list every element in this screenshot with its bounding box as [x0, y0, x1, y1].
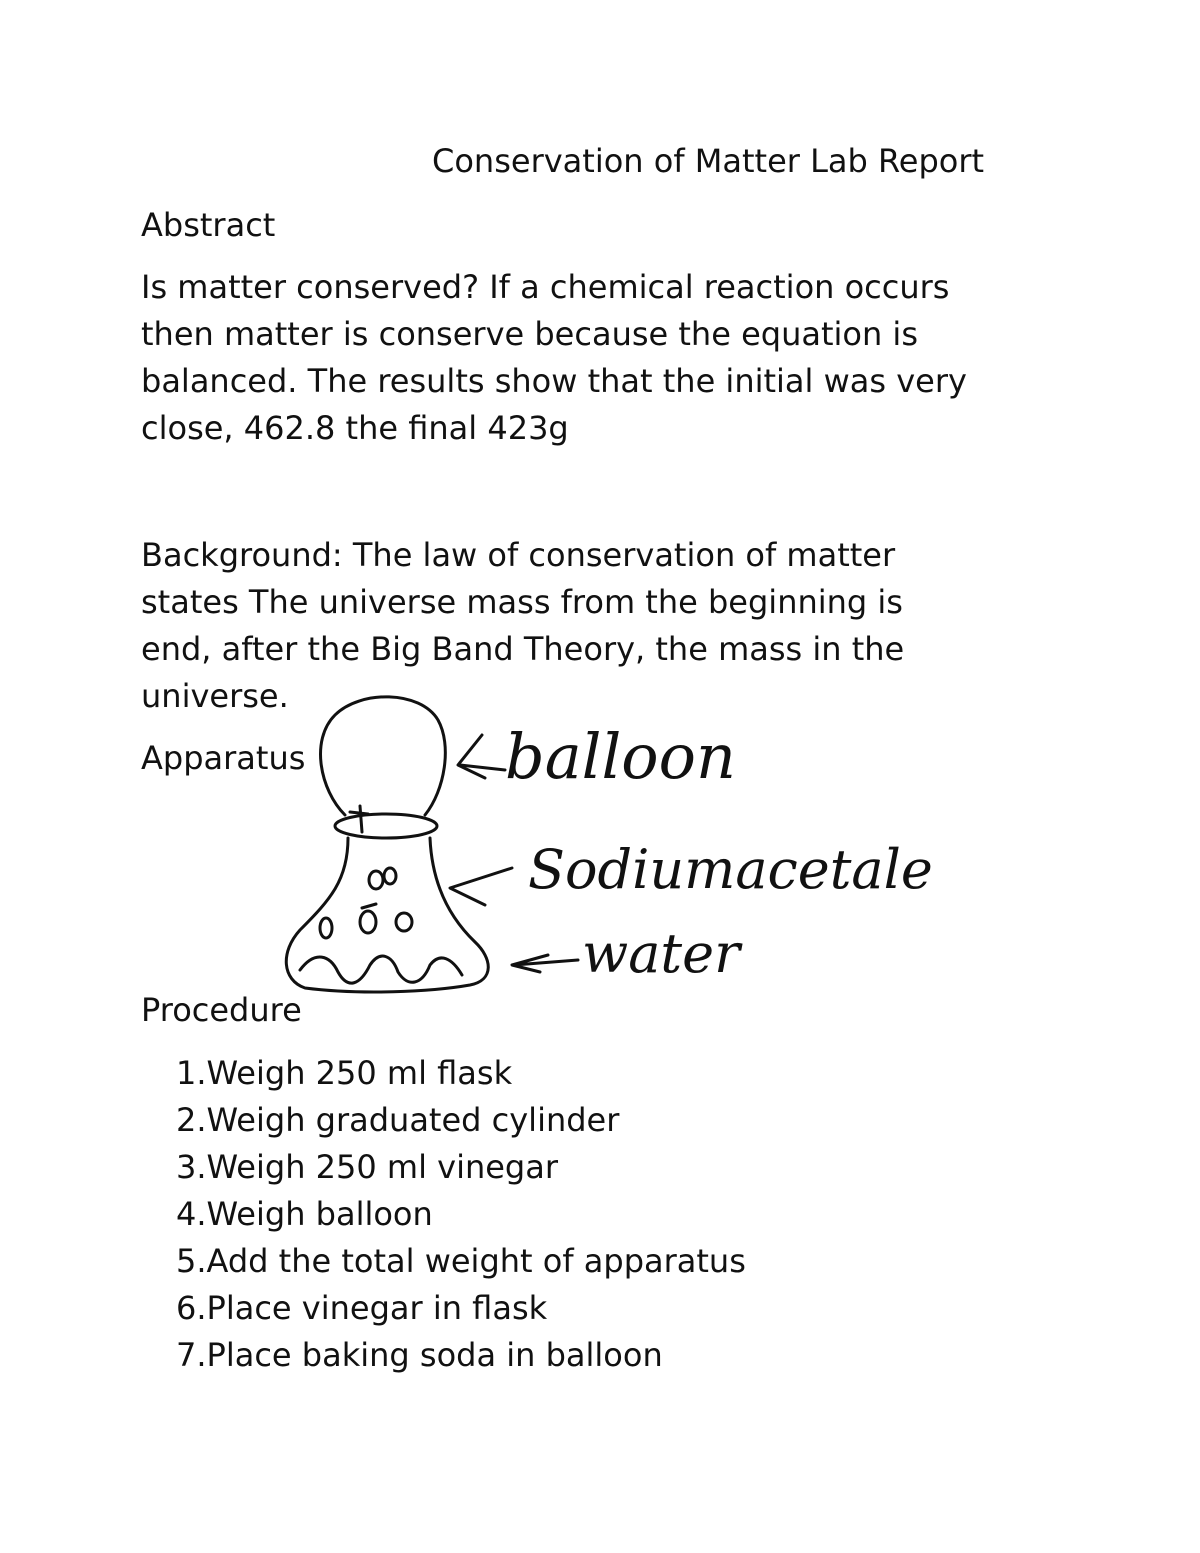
particle — [384, 868, 396, 884]
balloon-arrow-shaft — [460, 765, 505, 770]
abstract-line-4: close, 462.8 the final 423g — [141, 409, 569, 447]
procedure-step-6: 6.Place vinegar in flask — [176, 1289, 548, 1327]
flask-body — [286, 838, 488, 992]
procedure-step-7: 7.Place baking soda in balloon — [176, 1336, 663, 1374]
particle — [320, 918, 332, 938]
background-line-3: end, after the Big Band Theory, the mass in the — [141, 630, 905, 668]
background-line-2: states The universe mass from the beginning is — [141, 583, 903, 621]
procedure-step-3: 3.Weigh 250 ml vinegar — [176, 1148, 558, 1186]
procedure-step-2: 2.Weigh graduated cylinder — [176, 1101, 620, 1139]
particle — [360, 911, 376, 933]
abstract-line-2: then matter is conserve because the equation is — [141, 315, 918, 353]
balloon-arrow — [458, 735, 485, 778]
procedure-step-1: 1.Weigh 250 ml flask — [176, 1054, 513, 1092]
abstract-line-1: Is matter conserved? If a chemical reaction occurs — [141, 268, 950, 306]
water-waves — [300, 956, 462, 983]
water-label: water — [582, 922, 740, 985]
flask-neck-mark — [350, 806, 368, 832]
apparatus-heading: Apparatus — [141, 739, 306, 777]
sodium-acetate-label: Sodiumacetale — [528, 838, 933, 901]
flask-neck-ring — [335, 814, 437, 838]
abstract-heading: Abstract — [141, 206, 276, 244]
report-title: Conservation of Matter Lab Report — [432, 142, 985, 180]
background-line-1: Background: The law of conservation of matter — [141, 536, 896, 574]
sodium-arrow — [450, 868, 512, 905]
particle — [369, 871, 383, 889]
water-arrow — [512, 955, 578, 972]
balloon-drawing — [321, 697, 446, 815]
procedure-step-5: 5.Add the total weight of apparatus — [176, 1242, 746, 1280]
abstract-line-3: balanced. The results show that the initial was very — [141, 362, 967, 400]
procedure-heading: Procedure — [141, 991, 302, 1029]
balloon-label: balloon — [505, 720, 736, 793]
particle — [396, 913, 412, 931]
particle-mark — [362, 904, 376, 908]
background-line-4: universe. — [141, 677, 289, 715]
procedure-step-4: 4.Weigh balloon — [176, 1195, 433, 1233]
